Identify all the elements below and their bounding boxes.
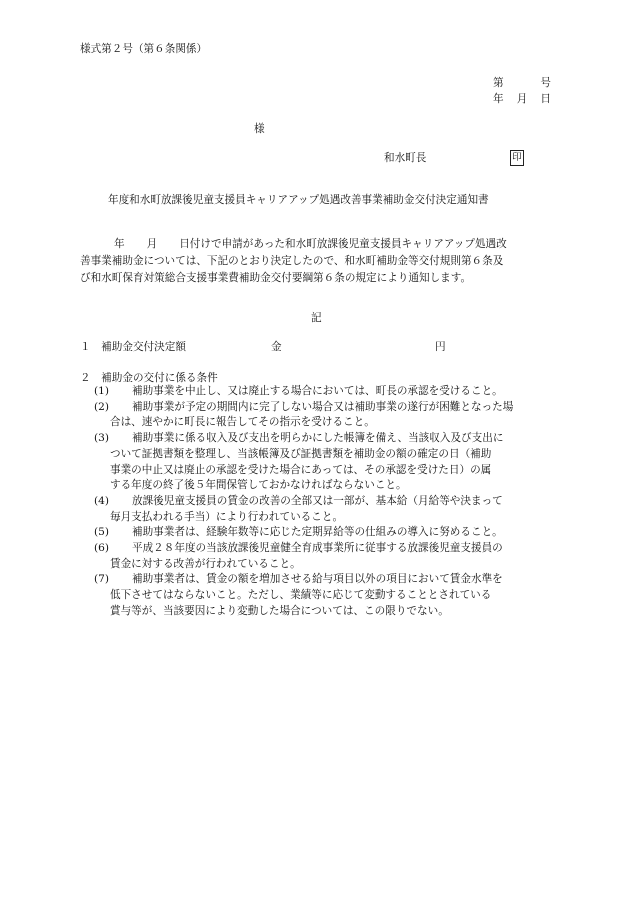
date-year: 年 [493,93,504,105]
condition-text: 事業の中止又は廃止の承認を受けた場合にあっては、その承認を受けた日）の属 [110,463,492,476]
condition-line [94,402,513,413]
condition-text: 賞与等が、当該要因により変動した場合については、この限りでない。 [110,604,449,617]
date-line [493,94,551,105]
paragraph-line-2: 善事業補助金については、下記のとおり決定したので、和水町補助金等交付規則第６条及 [80,255,504,267]
condition-line [110,559,301,570]
condition-line [94,496,503,507]
condition-text: 毎月支払われる手当）により行われていること。 [110,510,344,523]
condition-line [110,512,343,523]
item1-label: １ 補助金交付決定額 [80,341,186,353]
condition-number: (7) [94,573,110,586]
addressee-sama: 様 [254,123,265,135]
condition-line [110,480,407,491]
condition-line [110,449,491,460]
number-label-dai: 第 [493,77,504,89]
condition-line [94,433,503,444]
condition-number: (4) [94,494,110,507]
item1-kin: 金 [271,341,282,353]
document-title: 年度和水町放課後児童支援員キャリアアップ処遇改善事業補助金交付決定通知書 [108,194,489,206]
condition-number: (5) [94,526,110,539]
condition-number: (6) [94,542,110,554]
condition-line [94,543,503,554]
condition-line [94,386,503,397]
condition-text: 補助事業を中止し、又は廃止する場合においては、町長の承認を受けること。 [132,385,503,397]
condition-line [94,527,503,538]
condition-number: (3) [94,432,110,445]
condition-text: ついて証拠書類を整理し、当該帳簿及び証拠書類を補助金の額の確定の日（補助 [110,447,492,460]
date-month: 月 [516,93,528,105]
condition-number: (2) [94,400,110,413]
mayor-name: 和水町長 [384,152,427,164]
condition-text: 放課後児童支援員の賃金の改善の全部又は一部が、基本給（月給等や決まって [132,494,503,507]
condition-line [110,465,491,476]
number-label-go: 号 [540,77,551,89]
condition-text: 賃金に対する改善が行われていること。 [110,557,301,570]
condition-text: 補助事業者は、経験年数等に応じた定期昇給等の仕組みの導入に努めること。 [132,526,503,539]
paragraph-year: 年 [114,238,125,250]
condition-line [110,606,449,617]
seal-text: 印 [512,152,522,164]
condition-line [94,574,503,585]
paragraph-line-3: び和水町保育対策総合支援事業費補助金交付要綱第６条の規定により通知します。 [80,272,472,284]
condition-text: 補助事業に係る収入及び支出を明らかにした帳簿を備え、当該収入及び支出に [132,432,504,445]
condition-line [110,590,491,601]
paragraph-line-1 [80,236,552,253]
condition-text: 平成２８年度の当該放課後児童健全育成事業所に従事する放課後児童支援員の [132,542,503,554]
item1-yen: 円 [435,341,446,353]
paragraph-line-1-rest: 日付けで申請があった和水町放課後児童支援員キャリアアップ処遇改 [179,238,507,250]
condition-text: 低下させてはならないこと。ただし、業績等に応じて変動することとされている [110,589,492,602]
paragraph-month: 月 [146,238,158,250]
ki-heading: 記 [311,312,322,324]
condition-number: (1) [94,385,110,397]
item2-label: ２ 補助金の交付に係る条件 [80,372,218,384]
form-number: 様式第２号（第６条関係） [80,43,208,55]
condition-text: 合は、速やかに町長に報告してその指示を受けること。 [110,416,375,429]
condition-text: 補助事業が予定の期間内に完了しない場合又は補助事業の遂行が困難となった場 [132,400,514,413]
date-day: 日 [540,93,551,105]
condition-text: 補助事業者は、賃金の額を増加させる給与項目以外の項目において賃金水準を [132,573,503,586]
condition-line [110,417,375,428]
seal-box [510,150,524,166]
document-number-line [493,78,551,89]
notice-paragraph [80,236,552,287]
condition-text: する年度の終了後５年間保管しておかなければならないこと。 [110,479,407,492]
